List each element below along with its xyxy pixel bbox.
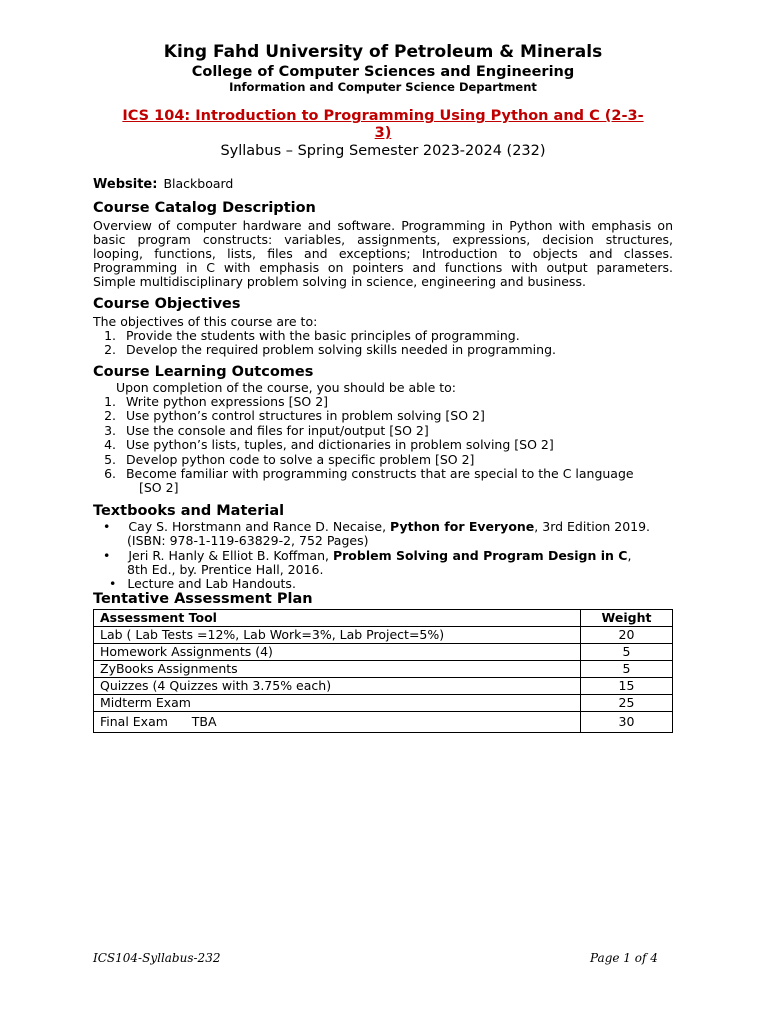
list-number: 6. [104, 466, 116, 481]
catalog-line: basic program constructs: variables, assignments, expressions, decision structures, [93, 232, 673, 247]
website-value: Blackboard [163, 176, 234, 191]
textbook-item [103, 549, 631, 563]
column-header-tool: Assessment Tool [94, 610, 581, 627]
textbook-item [103, 520, 650, 534]
objective-text: Develop the required problem solving skills needed in programming. [125, 342, 556, 357]
outcome-item [93, 395, 328, 409]
website-label: Website: [93, 177, 158, 192]
book2-authors: Jeri R. Hanly & Elliot B. Koffman, [128, 548, 333, 563]
footer-page-number: Page 1 of 4 [590, 951, 658, 965]
outcome-text: Use the console and files for input/output [SO 2] [125, 423, 429, 438]
website-row [93, 176, 233, 192]
book2-title: Problem Solving and Program Design in C [332, 548, 628, 563]
assessment-weight-cell: 25 [581, 695, 673, 712]
objectives-heading: Course Objectives [93, 296, 241, 312]
catalog-line: looping, functions, lists, files and exceptions; Introduction to objects and classes. [93, 246, 673, 261]
list-number: 3. [104, 423, 116, 438]
assessment-tool-cell: ZyBooks Assignments [94, 661, 581, 678]
assessment-weight-cell: 30 [581, 712, 673, 733]
table-row [94, 627, 673, 644]
bullet-icon: • [103, 519, 111, 534]
objective-item [93, 343, 556, 357]
textbook-item [109, 577, 296, 591]
table-row [94, 695, 673, 712]
list-number: 2. [104, 408, 116, 423]
outcome-item [93, 409, 485, 423]
bullet-icon: • [109, 576, 117, 591]
objectives-intro: The objectives of this course are to: [93, 314, 318, 329]
column-header-weight: Weight [581, 610, 673, 627]
table-row [94, 678, 673, 695]
bullet-icon: • [103, 548, 111, 563]
footer-document-id: ICS104-Syllabus-232 [93, 951, 221, 965]
book2-edition: 8th Ed., by. Prentice Hall, 2016. [127, 562, 324, 577]
outcome-text: Write python expressions [SO 2] [125, 394, 329, 409]
outcome-text: Use python’s lists, tuples, and dictionaries in problem solving [SO 2] [125, 437, 554, 452]
assessment-tool-cell: Midterm Exam [94, 695, 581, 712]
assessment-weight-cell: 15 [581, 678, 673, 695]
outcome-text: Develop python code to solve a specific problem [SO 2] [125, 452, 475, 467]
assessment-tool-cell: Homework Assignments (4) [94, 644, 581, 661]
list-number: 1. [104, 394, 116, 409]
outcome-item-continuation: [SO 2] [139, 480, 179, 495]
objective-item [93, 329, 520, 343]
department-name: Information and Computer Science Department [229, 80, 537, 94]
book1-edition: , 3rd Edition 2019. [534, 519, 651, 534]
outcome-item [93, 438, 554, 452]
book1-isbn: (ISBN: 978-1-119-63829-2, 752 Pages) [127, 533, 369, 548]
catalog-line: Overview of computer hardware and software. Programming in Python with emphasis on [93, 218, 673, 233]
outcome-text: Use python’s control structures in problem solving [SO 2] [125, 408, 485, 423]
catalog-line: Programming in C with emphasis on pointers and functions with output parameters. [93, 260, 673, 275]
assessment-tool-cell: Lab ( Lab Tests =12%, Lab Work=3%, Lab Project=5%) [94, 627, 581, 644]
assessment-weight-cell: 20 [581, 627, 673, 644]
catalog-description [93, 219, 673, 289]
syllabus-subtitle: Syllabus – Spring Semester 2023-2024 (232) [220, 143, 546, 159]
book1-authors: Cay S. Horstmann and Rance D. Necaise, [128, 519, 391, 534]
book1-title: Python for Everyone [390, 519, 535, 534]
assessment-table [93, 609, 673, 733]
list-number: 5. [104, 452, 116, 467]
outcome-item [93, 467, 634, 481]
course-title-line1: ICS 104: Introduction to Programming Using Python and C (2-3- [122, 108, 644, 124]
table-row [94, 644, 673, 661]
assessment-weight-cell: 5 [581, 644, 673, 661]
outcome-item [93, 453, 474, 467]
outcome-item [93, 424, 429, 438]
book2-punct: , [627, 548, 632, 563]
assessment-tool-cell: Quizzes (4 Quizzes with 3.75% each) [94, 678, 581, 695]
textbooks-heading: Textbooks and Material [93, 503, 285, 519]
catalog-heading: Course Catalog Description [93, 200, 316, 216]
assessment-weight-cell: 5 [581, 661, 673, 678]
course-title-line2: 3) [374, 125, 392, 141]
list-number: 4. [104, 437, 116, 452]
table-row [94, 712, 673, 733]
list-number: 2. [104, 342, 116, 357]
handouts-text: Lecture and Lab Handouts. [127, 576, 296, 591]
outcome-text: Become familiar with programming constructs that are special to the C language [125, 466, 634, 481]
list-number: 1. [104, 328, 116, 343]
university-name: King Fahd University of Petroleum & Minerals [163, 42, 603, 62]
table-header-row [94, 610, 673, 627]
college-name: College of Computer Sciences and Engineering [191, 64, 575, 80]
assessment-heading: Tentative Assessment Plan [93, 591, 313, 607]
objective-text: Provide the students with the basic principles of programming. [125, 328, 520, 343]
outcomes-heading: Course Learning Outcomes [93, 364, 314, 380]
outcomes-intro: Upon completion of the course, you should be able to: [116, 380, 456, 395]
table-row [94, 661, 673, 678]
course-title [103, 108, 663, 142]
catalog-line: Simple multidisciplinary problem solving in science, engineering and business. [93, 274, 586, 289]
assessment-tool-cell: Final Exam TBA [94, 712, 581, 733]
